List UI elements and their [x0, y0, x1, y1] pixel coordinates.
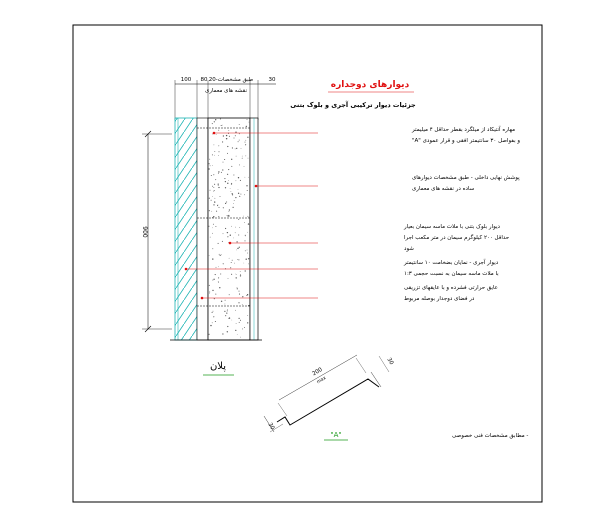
aggregate-dot: [239, 124, 240, 125]
aggregate-dot: [212, 248, 213, 249]
aggregate-dot: [209, 292, 210, 293]
aggregate-dot: [214, 184, 215, 185]
aggregate-dot: [214, 121, 215, 122]
aggregate-dot: [228, 180, 229, 181]
aggregate-dot: [239, 164, 240, 165]
aggregate-dot: [229, 317, 230, 318]
aggregate-dot: [235, 310, 236, 311]
svg-text:شود: شود: [404, 246, 414, 252]
aggregate-dot: [223, 263, 224, 264]
aggregate-dot: [227, 174, 228, 175]
aggregate-dot: [218, 282, 219, 283]
svg-text:در فضای دوجدار بوصله مربوط: در فضای دوجدار بوصله مربوط: [404, 296, 475, 302]
aggregate-dot: [210, 165, 211, 166]
aggregate-dot: [248, 264, 249, 265]
aggregate-dot: [215, 274, 216, 275]
aggregate-dot: [238, 189, 239, 190]
aggregate-dot: [214, 190, 215, 191]
svg-text:مهاره آنتیکاد از میلگرد بقطر ح: مهاره آنتیکاد از میلگرد بقطر حداقل ۴ میلیمتر: [412, 127, 516, 133]
drawing-subtitle: جزئیات دیوار ترکیبی آجری و بلوک بتنی: [290, 101, 416, 109]
aggregate-dot: [231, 159, 232, 160]
aggregate-dot: [235, 132, 236, 133]
aggregate-dot: [245, 250, 246, 251]
aggregate-dot: [220, 255, 221, 256]
aggregate-dot: [225, 300, 226, 301]
aggregate-dot: [244, 240, 245, 241]
aggregate-dot: [228, 169, 229, 170]
aggregate-dot: [218, 266, 219, 267]
aggregate-dot: [230, 235, 231, 236]
height-dimension: [141, 131, 172, 332]
aggregate-dot: [238, 193, 239, 194]
aggregate-dot: [211, 211, 212, 212]
aggregate-dot: [243, 216, 244, 217]
aggregate-dot: [232, 193, 233, 194]
aggregate-dot: [213, 216, 214, 217]
aggregate-dot: [242, 328, 243, 329]
aggregate-dot: [247, 322, 248, 323]
aggregate-dot: [224, 159, 225, 160]
aggregate-dot: [246, 295, 247, 296]
aggregate-dot: [228, 215, 229, 216]
aggregate-dot: [225, 228, 226, 229]
aggregate-dot: [220, 119, 221, 120]
aggregate-dot: [221, 172, 222, 173]
aggregate-dot: [221, 125, 222, 126]
aggregate-dot: [227, 215, 228, 216]
aggregate-dot: [213, 311, 214, 312]
svg-text:دیوار بلوک بتنی با ملات ماسه س: دیوار بلوک بتنی با ملات ماسه سیمان بعیار: [404, 224, 500, 230]
aggregate-dot: [239, 227, 240, 228]
profile-dim-label: max: [316, 375, 328, 386]
aggregate-dot: [209, 255, 210, 256]
aggregate-dot: [212, 123, 213, 124]
aggregate-dot: [236, 148, 237, 149]
aggregate-dot: [227, 309, 228, 310]
aggregate-dot: [248, 217, 249, 218]
aggregate-dot: [222, 333, 223, 334]
svg-text:پوشش نهایی داخلی - طبق مشخصات: پوشش نهایی داخلی - طبق مشخصات دیوارهای: [412, 175, 520, 181]
aggregate-dot: [210, 237, 211, 238]
aggregate-dot: [242, 296, 243, 297]
tie-profile: [277, 379, 379, 425]
aggregate-dot: [218, 204, 219, 205]
aggregate-dot: [227, 326, 228, 327]
aggregate-dot: [239, 322, 240, 323]
callout-4: [403, 259, 499, 277]
dim-top-30: 30: [268, 77, 276, 83]
dim-top-80: 80: [200, 77, 208, 83]
aggregate-dot: [235, 197, 236, 198]
aggregate-dot: [218, 173, 219, 174]
aggregate-dot: [213, 204, 214, 205]
aggregate-dot: [246, 185, 247, 186]
aggregate-dot: [210, 190, 211, 191]
aggregate-dot: [229, 258, 230, 259]
aggregate-dot: [209, 198, 210, 199]
aggregate-dot: [209, 334, 210, 335]
aggregate-dot: [228, 216, 229, 217]
aggregate-dot: [212, 258, 213, 259]
aggregate-dot: [227, 310, 228, 311]
aggregate-dot: [247, 294, 248, 295]
aggregate-dot: [229, 209, 230, 210]
aggregate-dot: [235, 149, 236, 150]
aggregate-dot: [235, 227, 236, 228]
aggregate-dot: [212, 196, 213, 197]
dim-height-900: 900: [141, 226, 148, 238]
aggregate-dot: [216, 267, 217, 268]
aggregate-dot: [231, 166, 232, 167]
dim-top-spec: طبق مشخصات-20: [208, 77, 254, 83]
aggregate-dot: [219, 287, 220, 288]
aggregate-dot: [240, 320, 241, 321]
aggregate-dot: [212, 186, 213, 187]
aggregate-dot: [209, 210, 210, 211]
aggregate-dot: [213, 279, 214, 280]
profile-dim-200: 200: [311, 366, 324, 378]
aggregate-dot: [235, 274, 236, 275]
aggregate-dot: [215, 226, 216, 227]
aggregate-dot: [211, 200, 212, 201]
aggregate-dot: [222, 125, 223, 126]
aggregate-dot: [228, 130, 229, 131]
drawing-title: دیوارهای دوجداره: [330, 80, 410, 90]
aggregate-dot: [222, 141, 223, 142]
svg-text:حداقل ۲۰۰ کیلوگرم سیمان در متر: حداقل ۲۰۰ کیلوگرم سیمان در متر مکعب اجرا: [404, 235, 510, 241]
aggregate-dot: [218, 243, 219, 244]
aggregate-dot: [225, 304, 226, 305]
aggregate-dot: [218, 277, 219, 278]
aggregate-dot: [240, 274, 241, 275]
aggregate-dot: [247, 250, 248, 251]
aggregate-dot: [242, 158, 243, 159]
aggregate-dot: [234, 138, 235, 139]
aggregate-dot: [218, 171, 219, 172]
aggregate-dot: [239, 294, 240, 295]
aggregate-dot: [231, 226, 232, 227]
aggregate-dot: [240, 194, 241, 195]
aggregate-dot: [244, 222, 245, 223]
svg-text:دیوار آجری - نمایان بضخامت ۱۰: دیوار آجری - نمایان بضخامت ۱۰ سانتیمتر: [404, 260, 499, 266]
aggregate-dot: [214, 151, 215, 152]
aggregate-dot: [225, 187, 226, 188]
aggregate-dot: [220, 196, 221, 197]
aggregate-dot: [215, 294, 216, 295]
aggregate-dot: [219, 254, 220, 255]
aggregate-dot: [239, 318, 240, 319]
aggregate-dot: [209, 159, 210, 160]
aggregate-dot: [240, 275, 241, 276]
aggregate-dot: [214, 155, 215, 156]
aggregate-dot: [240, 271, 241, 272]
aggregate-dot: [236, 274, 237, 275]
aggregate-dot: [216, 211, 217, 212]
aggregate-dot: [238, 141, 239, 142]
aggregate-dot: [208, 168, 209, 169]
aggregate-dot: [240, 180, 241, 181]
profile-dim-bottom-30: 30: [266, 421, 276, 432]
aggregate-dot: [231, 262, 232, 263]
aggregate-dot: [231, 183, 232, 184]
aggregate-dot: [218, 187, 219, 188]
aggregate-dot: [239, 291, 240, 292]
aggregate-dot: [238, 259, 239, 260]
aggregate-dot: [224, 178, 225, 179]
aggregate-dot: [221, 301, 222, 302]
aggregate-dot: [213, 224, 214, 225]
aggregate-dot: [233, 175, 234, 176]
aggregate-dot: [245, 144, 246, 145]
aggregate-dot: [213, 191, 214, 192]
aggregate-dot: [214, 298, 215, 299]
aggregate-dot: [238, 302, 239, 303]
tie-profile-detail: [264, 355, 394, 432]
aggregate-dot: [231, 183, 232, 184]
aggregate-dot: [248, 158, 249, 159]
aggregate-dot: [229, 294, 230, 295]
aggregate-dot: [212, 154, 213, 155]
aggregate-dot: [238, 219, 239, 220]
profile-dim-top-30: 30: [385, 356, 395, 367]
aggregate-dot: [215, 179, 216, 180]
aggregate-dot: [239, 196, 240, 197]
aggregate-dot: [225, 315, 226, 316]
aggregate-dot: [238, 177, 239, 178]
dim-top-note: نقشه های معماری: [205, 88, 247, 94]
aggregate-dot: [224, 311, 225, 312]
aggregate-dot: [230, 188, 231, 189]
aggregate-dot: [222, 241, 223, 242]
cavity-insulation: [197, 118, 208, 340]
aggregate-dot: [216, 134, 217, 135]
aggregate-dot: [247, 119, 248, 120]
aggregate-dot: [218, 130, 219, 131]
aggregate-dot: [244, 166, 245, 167]
aggregate-dot: [245, 270, 246, 271]
aggregate-dot: [247, 315, 248, 316]
aggregate-dot: [221, 254, 222, 255]
aggregate-dot: [239, 247, 240, 248]
aggregate-dot: [212, 280, 213, 281]
aggregate-dot: [249, 122, 250, 123]
concrete-block-leaf: [208, 118, 250, 340]
aggregate-dot: [215, 119, 216, 120]
aggregate-dot: [246, 259, 247, 260]
aggregate-dot: [226, 138, 227, 139]
aggregate-dot: [247, 216, 248, 217]
aggregate-dot: [223, 135, 224, 136]
aggregate-dot: [212, 165, 213, 166]
aggregate-dot: [239, 140, 240, 141]
aggregate-dot: [213, 174, 214, 175]
aggregate-dot: [232, 260, 233, 261]
aggregate-dot: [247, 190, 248, 191]
aggregate-dot: [225, 203, 226, 204]
aggregate-dot: [223, 233, 224, 234]
aggregate-dot: [223, 162, 224, 163]
aggregate-dot: [248, 177, 249, 178]
callout-2: [412, 175, 520, 192]
aggregate-dot: [237, 288, 238, 289]
aggregate-dot: [244, 194, 245, 195]
aggregate-dot: [218, 155, 219, 156]
aggregate-dot: [234, 200, 235, 201]
aggregate-dot: [229, 211, 230, 212]
plan-label: پلان: [209, 361, 227, 372]
aggregate-dot: [248, 258, 249, 259]
aggregate-dot: [209, 163, 210, 164]
aggregate-dot: [227, 216, 228, 217]
aggregate-dot: [226, 313, 227, 314]
callout-1: [411, 126, 520, 144]
aggregate-dot: [245, 142, 246, 143]
aggregate-dot: [209, 293, 210, 294]
aggregate-dot: [239, 133, 240, 134]
aggregate-dot: [213, 187, 214, 188]
aggregate-dot: [236, 180, 237, 181]
aggregate-dot: [213, 316, 214, 317]
detail-marker-a: "A": [330, 431, 342, 439]
aggregate-dot: [247, 253, 248, 254]
callout-3: [403, 223, 509, 252]
aggregate-dot: [218, 185, 219, 186]
aggregate-dot: [247, 232, 248, 233]
aggregate-dot: [242, 304, 243, 305]
aggregate-dot: [235, 135, 236, 136]
aggregate-dot: [231, 274, 232, 275]
detail-caption: - مطابق مشخصات فنی خصوصی: [452, 433, 529, 439]
aggregate-dot: [232, 194, 233, 195]
aggregate-dot: [220, 273, 221, 274]
aggregate-dot: [210, 325, 211, 326]
aggregate-dot: [231, 191, 232, 192]
aggregate-dot: [246, 126, 247, 127]
aggregate-dot: [218, 145, 219, 146]
aggregate-dot: [219, 207, 220, 208]
aggregate-dot: [211, 175, 212, 176]
dim-top-100: 100: [180, 77, 192, 83]
aggregate-dot: [227, 146, 228, 147]
aggregate-dot: [231, 320, 232, 321]
aggregate-dot: [234, 263, 235, 264]
aggregate-dot: [235, 330, 236, 331]
aggregate-dot: [218, 216, 219, 217]
aggregate-dot: [218, 183, 219, 184]
aggregate-dot: [212, 290, 213, 291]
aggregate-dot: [233, 238, 234, 239]
aggregate-dot: [245, 177, 246, 178]
aggregate-dot: [237, 248, 238, 249]
aggregate-dot: [209, 226, 210, 227]
aggregate-dot: [233, 207, 234, 208]
aggregate-dot: [237, 259, 238, 260]
aggregate-dot: [217, 205, 218, 206]
svg-text:ساده در نقشه های معماری: ساده در نقشه های معماری: [412, 186, 475, 192]
aggregate-dot: [215, 321, 216, 322]
aggregate-dot: [215, 198, 216, 199]
aggregate-dot: [233, 203, 234, 204]
aggregate-dot: [227, 153, 228, 154]
aggregate-dot: [212, 233, 213, 234]
callout-5: [404, 285, 498, 302]
aggregate-dot: [235, 232, 236, 233]
aggregate-dot: [214, 145, 215, 146]
aggregate-dot: [212, 134, 213, 135]
aggregate-dot: [230, 267, 231, 268]
aggregate-dot: [236, 250, 237, 251]
aggregate-dot: [240, 337, 241, 338]
aggregate-dot: [227, 183, 228, 184]
aggregate-dot: [236, 241, 237, 242]
aggregate-dot: [248, 223, 249, 224]
aggregate-dot: [236, 323, 237, 324]
aggregate-dot: [209, 285, 210, 286]
aggregate-dot: [218, 281, 219, 282]
aggregate-dot: [236, 277, 237, 278]
aggregate-dot: [226, 135, 227, 136]
aggregate-dot: [238, 234, 239, 235]
aggregate-dot: [237, 287, 238, 288]
aggregate-dot: [227, 331, 228, 332]
aggregate-dot: [232, 147, 233, 148]
aggregate-dot: [225, 181, 226, 182]
aggregate-dot: [242, 156, 243, 157]
aggregate-dot: [227, 232, 228, 233]
wall-section: [170, 118, 262, 340]
aggregate-dot: [214, 201, 215, 202]
aggregate-dot: [227, 236, 228, 237]
aggregate-dot: [222, 169, 223, 170]
aggregate-dot: [212, 312, 213, 313]
aggregate-dot: [223, 207, 224, 208]
aggregate-dot: [228, 278, 229, 279]
aggregate-dot: [229, 136, 230, 137]
aggregate-dot: [219, 255, 220, 256]
aggregate-dot: [245, 156, 246, 157]
aggregate-dot: [212, 322, 213, 323]
aggregate-dot: [244, 327, 245, 328]
aggregate-dot: [247, 137, 248, 138]
aggregate-dot: [245, 236, 246, 237]
aggregate-dot: [226, 201, 227, 202]
aggregate-dot: [236, 156, 237, 157]
aggregate-dot: [212, 227, 213, 228]
aggregate-dot: [219, 151, 220, 152]
aggregate-dot: [244, 263, 245, 264]
svg-text:عایق حرارتی فشرده و با عایقهای: عایق حرارتی فشرده و با عایقهای تزریقی: [404, 285, 498, 291]
aggregate-dot: [241, 148, 242, 149]
aggregate-dot: [228, 133, 229, 134]
aggregate-dot: [237, 334, 238, 335]
aggregate-dot: [245, 140, 246, 141]
top-dimensions: [175, 77, 276, 120]
svg-text:و بفواصل ۳۰ سانتیمتر افقی و قر: و بفواصل ۳۰ سانتیمتر افقی و قرار عمودی "A": [412, 138, 521, 144]
svg-text:با ملات ماسه سیمان به نسبت حجم: با ملات ماسه سیمان به نسبت حجمی ۱:۳: [404, 271, 499, 277]
